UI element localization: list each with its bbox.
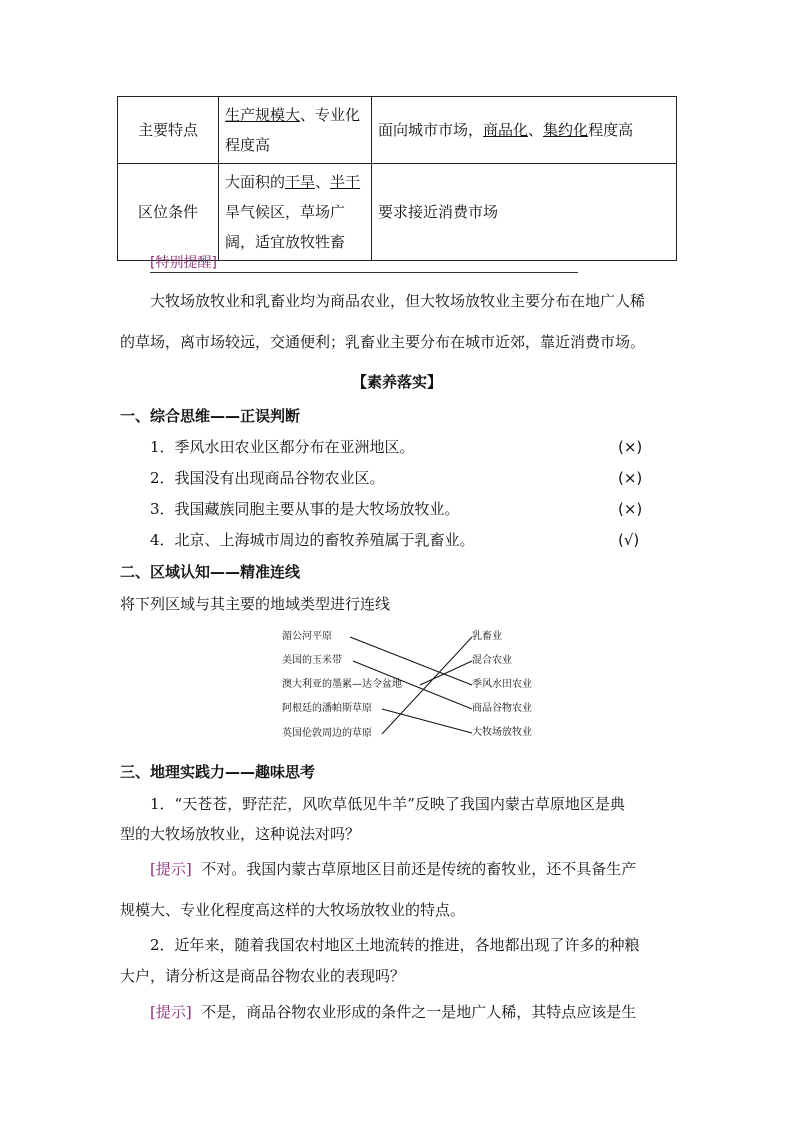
section-title: 二、区域认知——精准连线 (120, 563, 301, 581)
question-line: 1．“天苍苍，野茫茫，风吹草低见牛羊”反映了我国内蒙古草原地区是典 (150, 795, 625, 813)
connector-line (382, 709, 472, 733)
table-row (118, 97, 677, 164)
table-row (118, 164, 677, 261)
answer-mark: (√) (618, 531, 640, 549)
region-label: 阿根廷的潘帕斯草原 (282, 703, 372, 714)
question-line: 大户，请分析这是商品谷物农业的表现吗？ (120, 967, 406, 985)
list-item: 4．北京、上海城市周边的畜牧养殖属于乳畜业。 (150, 531, 475, 549)
section-title: 一、综合思维——正误判断 (120, 407, 301, 425)
matching-diagram (270, 625, 560, 745)
table-cell: 生产规模大、专业化程度高 (219, 97, 372, 164)
answer-mark: (×) (618, 438, 643, 456)
table-cell: 面向城市市场，商品化、集约化程度高 (372, 97, 677, 164)
region-label: 湄公河平原 (282, 631, 332, 642)
hint-label: [提示] (150, 1003, 192, 1021)
question-line: 型的大牧场放牧业，这种说法对吗？ (120, 825, 361, 843)
answer-line: [提示] 不是，商品谷物农业形成的条件之一是地广人稀，其特点应该是生 (150, 1003, 637, 1021)
list-item: 3．我国藏族同胞主要从事的是大牧场放牧业。 (150, 500, 460, 518)
row-label: 主要特点 (118, 97, 219, 164)
list-item: 2．我国没有出现商品谷物农业区。 (150, 469, 385, 487)
row-label: 区位条件 (118, 164, 219, 261)
answer-line: 规模大、专业化程度高这样的大牧场放牧业的特点。 (120, 901, 466, 919)
region-label: 美国的玉米带 (282, 655, 342, 666)
type-label: 季风水田农业 (472, 679, 532, 690)
special-tip-heading: [特别提醒] (150, 254, 578, 273)
type-label: 大牧场放牧业 (472, 727, 532, 738)
connector-line (350, 637, 472, 685)
region-label: 英国伦敦周边的草原 (282, 728, 372, 739)
type-label: 混合农业 (472, 655, 512, 666)
answer-line: [提示] 不对。我国内蒙古草原地区目前还是传统的畜牧业，还不具备生产 (150, 860, 637, 878)
table-cell: 大面积的干旱、半干旱气候区，草场广阔，适宜放牧牲畜 (219, 164, 372, 261)
type-label: 商品谷物农业 (472, 703, 532, 714)
question-line: 2．近年来，随着我国农村地区土地流转的推进，各地都出现了许多的种粮 (150, 936, 640, 954)
table-cell: 要求接近消费市场 (372, 164, 677, 261)
instruction-text: 将下列区域与其主要的地域类型进行连线 (120, 595, 391, 613)
type-label: 乳畜业 (472, 631, 502, 642)
hint-label: [提示] (150, 860, 192, 878)
practice-heading: 【素养落实】 (351, 373, 442, 391)
tip-line: 大牧场放牧业和乳畜业均为商品农业，但大牧场放牧业主要分布在地广人稀 (150, 292, 646, 310)
section-title: 三、地理实践力——趣味思考 (120, 763, 316, 781)
tip-line: 的草场，离市场较远，交通便利；乳畜业主要分布在城市近郊，靠近消费市场。 (120, 333, 646, 351)
answer-mark: (×) (618, 469, 643, 487)
comparison-table (117, 96, 677, 261)
list-item: 1．季风水田农业区都分布在亚洲地区。 (150, 438, 415, 456)
region-label: 澳大利亚的墨累—达令盆地 (282, 679, 402, 690)
answer-mark: (×) (618, 500, 643, 518)
